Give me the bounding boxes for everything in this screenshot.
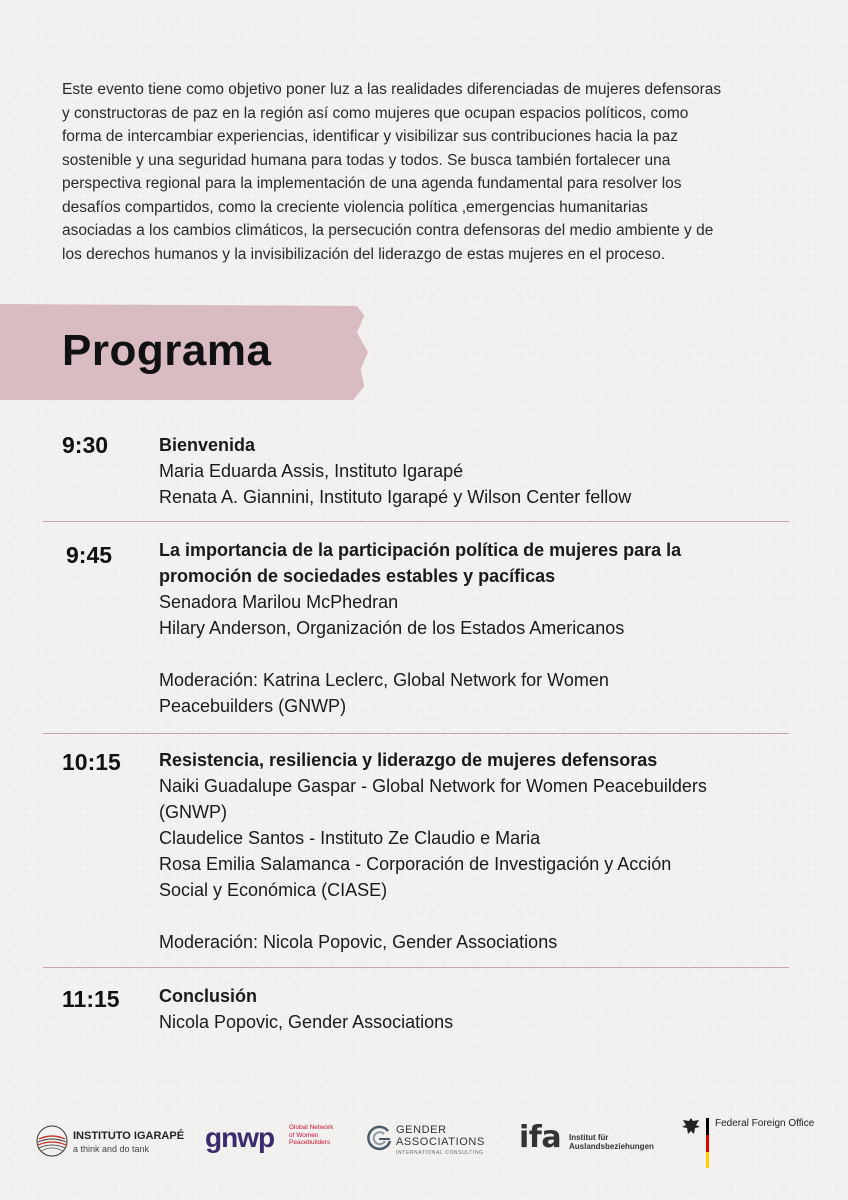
- session-content: [159, 983, 779, 1035]
- session-content: [159, 432, 779, 510]
- session-title: La importancia de la participación política de mujeres para la: [159, 540, 682, 560]
- federal-foreign-office-logo: [680, 1112, 820, 1168]
- ifa-logo-subtitle: Institut für Auslandsbeziehungen: [569, 1133, 654, 1151]
- session-divider: [43, 967, 789, 968]
- speaker-line: Senadora Marilou McPhedran: [159, 592, 399, 612]
- speaker-line: Nicola Popovic, Gender Associations: [159, 1012, 454, 1032]
- session-content: [159, 537, 779, 719]
- intro-line: asociadas a los cambios climáticos, la persecución contra defensoras del medio ambiente y de: [62, 222, 714, 239]
- session-divider: [43, 733, 789, 734]
- moderation-line: Moderación: Nicola Popovic, Gender Associations: [159, 932, 558, 952]
- intro-line: forma de intercambiar experiencias, identificar y visibilizar sus contribuciones hacia la paz: [62, 128, 678, 145]
- intro-line: los derechos humanos y la invisibilización del liderazgo de estas mujeres en el proceso.: [62, 245, 666, 263]
- speaker-line: Social y Económica (CIASE): [159, 880, 388, 900]
- gender-associations-name: GENDER ASSOCIATIONS: [396, 1124, 485, 1148]
- session-time: 9:30: [62, 432, 109, 458]
- intro-line: Este evento tiene como objetivo poner luz a las realidades diferenciadas de mujeres defensoras: [62, 81, 722, 98]
- intro-line: desafíos compartidos, como la creciente violencia política ,emergencias humanitarias: [62, 198, 648, 216]
- igarape-logo-name: INSTITUTO IGARAPÉ: [73, 1130, 185, 1142]
- intro-paragraph: [62, 78, 772, 266]
- ifa-logo-icon: ifa: [519, 1120, 562, 1155]
- session-time: 10:15: [62, 749, 121, 775]
- speaker-line: Naiki Guadalupe Gaspar - Global Network for Women Peacebuilders: [159, 776, 707, 796]
- flag-bar: [706, 1118, 709, 1168]
- program-heading: Programa: [62, 326, 272, 375]
- gender-associations-logo: [364, 1120, 489, 1160]
- partner-logos: [0, 1110, 848, 1170]
- intro-line: y constructoras de paz en la región así como mujeres que ocupan espacios políticos, como: [62, 104, 689, 122]
- gnwp-logo: [205, 1120, 340, 1160]
- intro-line: perspectiva regional para la implementación de una agenda fundamental para resolver los: [62, 175, 682, 192]
- speaker-line: Renata A. Giannini, Instituto Igarapé y Wilson Center fellow: [159, 487, 632, 507]
- federal-eagle-icon: [680, 1116, 702, 1138]
- gender-associations-logo-icon: [364, 1123, 394, 1153]
- speaker-line: Maria Eduarda Assis, Instituto Igarapé: [159, 461, 464, 481]
- moderation-line: Peacebuilders (GNWP): [159, 696, 347, 716]
- session-title: Resistencia, resiliencia y liderazgo de mujeres defensoras: [159, 750, 658, 770]
- gnwp-logo-icon: gnwp: [205, 1122, 275, 1153]
- session-time: 11:15: [62, 986, 120, 1012]
- session-content: [159, 747, 779, 955]
- intro-line: sostenible y una seguridad humana para todas y todos. Se busca también fortalecer una: [62, 151, 671, 169]
- ifa-logo: [519, 1120, 664, 1160]
- session-title: Bienvenida: [159, 435, 256, 455]
- speaker-line: (GNWP): [159, 802, 227, 822]
- igarape-logo: [36, 1124, 185, 1158]
- session-title: promoción de sociedades estables y pacíficas: [159, 566, 556, 586]
- igarape-logo-icon: [36, 1125, 68, 1157]
- federal-foreign-office-name: Federal Foreign Office: [715, 1118, 815, 1129]
- speaker-line: Hilary Anderson, Organización de los Estados Americanos: [159, 618, 625, 638]
- speaker-line: Rosa Emilia Salamanca - Corporación de Investigación y Acción: [159, 854, 672, 874]
- session-time: 9:45: [66, 542, 113, 568]
- gnwp-logo-subtitle: Global Network of Women Peacebuilders: [289, 1124, 334, 1146]
- gender-associations-tagline: INTERNATIONAL CONSULTING: [396, 1150, 484, 1156]
- session-divider: [43, 521, 789, 522]
- speaker-line: Claudelice Santos - Instituto Ze Claudio e Maria: [159, 828, 541, 848]
- igarape-logo-tagline: a think and do tank: [73, 1144, 150, 1154]
- moderation-line: Moderación: Katrina Leclerc, Global Network for Women: [159, 670, 609, 690]
- session-title: Conclusión: [159, 986, 257, 1006]
